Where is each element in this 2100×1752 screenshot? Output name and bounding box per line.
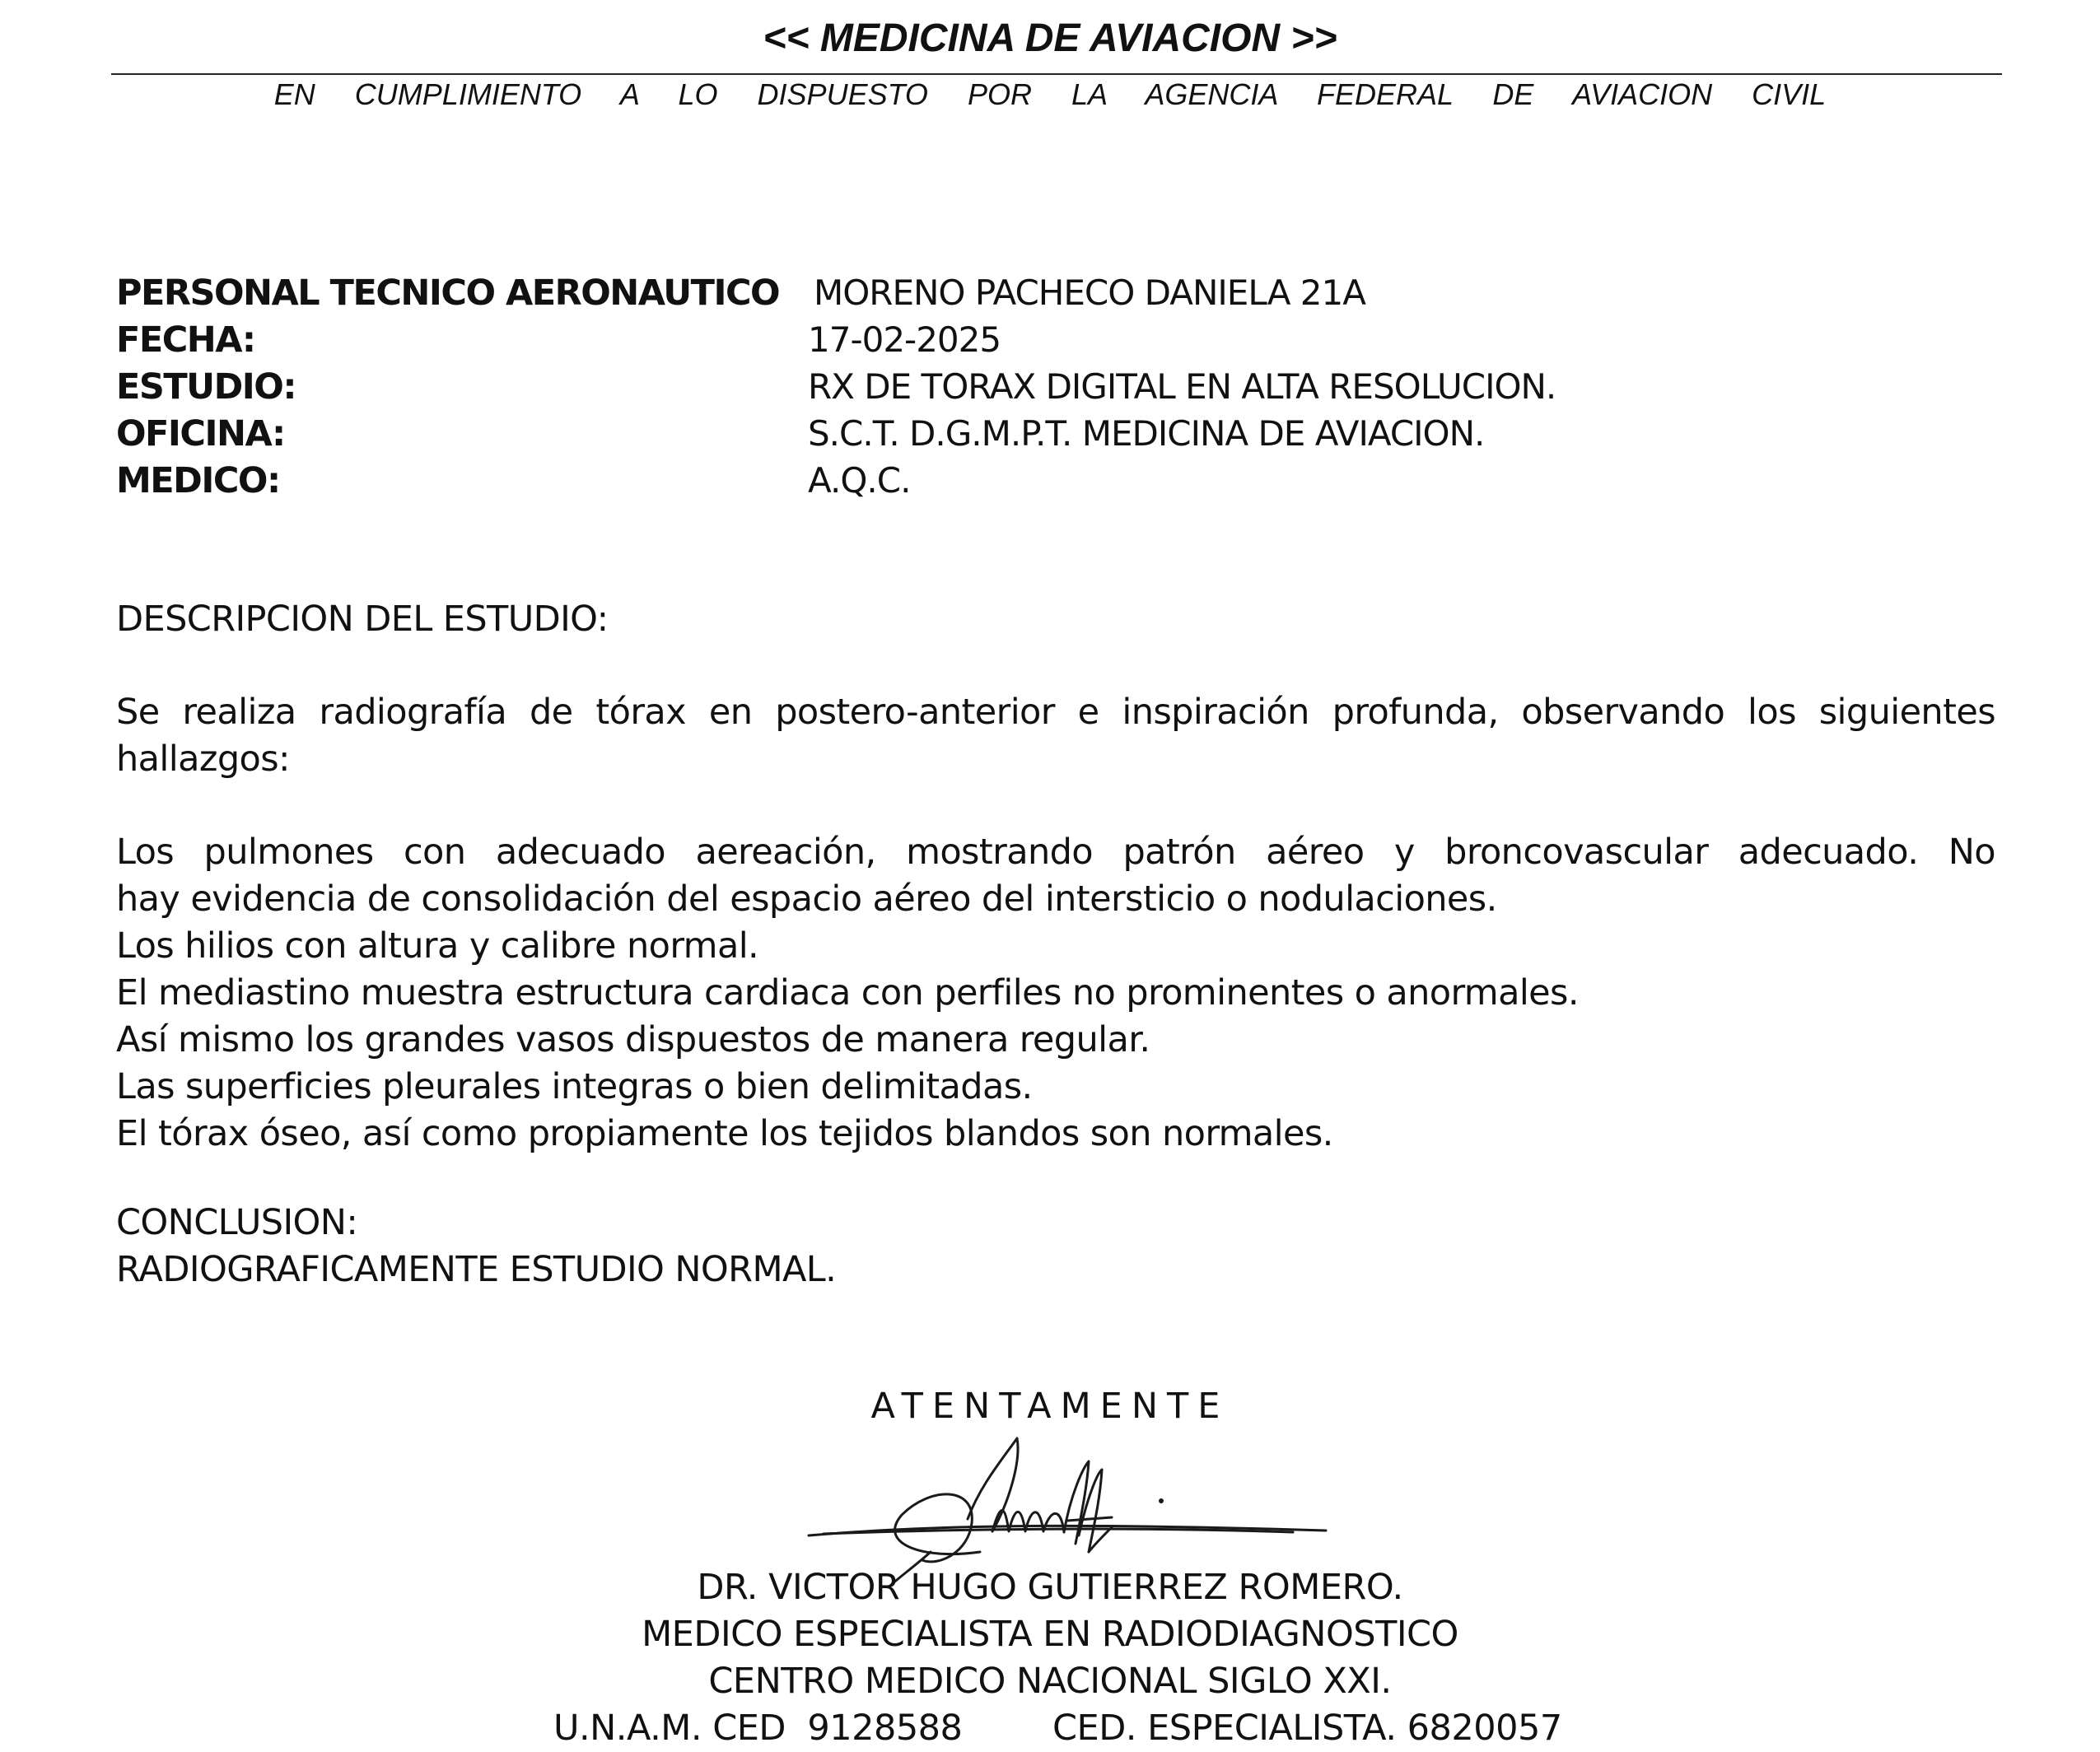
conclusion-heading: CONCLUSION:	[116, 1202, 358, 1243]
document-title: << MEDICINA DE AVIACION >>	[763, 16, 1337, 60]
findings-paragraph	[116, 829, 1995, 1158]
info-row-medico	[116, 457, 2010, 505]
description-heading: DESCRIPCION DEL ESTUDIO:	[116, 599, 609, 640]
conclusion-text: RADIOGRAFICAMENTE ESTUDIO NORMAL.	[116, 1249, 837, 1290]
info-value-fecha: 17-02-2025	[808, 319, 1001, 360]
info-row-fecha	[116, 316, 2010, 364]
info-value-medico: A.Q.C.	[808, 460, 911, 501]
doctor-specialty: MEDICO ESPECIALISTA EN RADIODIAGNOSTICO	[642, 1614, 1458, 1655]
document-subtitle: EN CUMPLIMIENTO A LO DISPUESTO POR LA AGENCIA FEDERAL DE AVIACION CIVIL	[273, 77, 1827, 111]
finding-line: El tórax óseo, así como propiamente los tejidos blandos son normales.	[116, 1113, 1333, 1154]
info-row-estudio	[116, 363, 2010, 411]
info-label-personal: PERSONAL TECNICO AERONAUTICO	[116, 273, 780, 314]
doctor-institution: CENTRO MEDICO NACIONAL SIGLO XXI.	[708, 1661, 1392, 1702]
doctor-name: DR. VICTOR HUGO GUTIERREZ ROMERO.	[697, 1567, 1403, 1608]
intro-line: hallazgos:	[116, 739, 290, 780]
closing-text: ATENTAMENTE	[870, 1386, 1230, 1427]
info-label-oficina: OFICINA:	[116, 413, 285, 454]
info-label-fecha: FECHA:	[116, 319, 255, 361]
info-row-personal	[116, 269, 2010, 317]
finding-line: El mediastino muestra estructura cardiaca con perfiles no prominentes o anormales.	[116, 972, 1579, 1013]
finding-line: Así mismo los grandes vasos dispuestos de manera regular.	[116, 1019, 1150, 1060]
info-row-oficina	[116, 410, 2010, 458]
info-value-personal: MORENO PACHECO DANIELA 21A	[814, 273, 1365, 313]
finding-line: Las superficies pleurales integras o bien delimitadas.	[116, 1066, 1033, 1107]
finding-line: Los pulmones con adecuado aereación, mostrando patrón aéreo y broncovascular adecuado. No	[116, 832, 1995, 873]
info-label-medico: MEDICO:	[116, 460, 280, 501]
info-value-estudio: RX DE TORAX DIGITAL EN ALTA RESOLUCION.	[808, 366, 1556, 407]
intro-line: Se realiza radiografía de tórax en postero-anterior e inspiración profunda, observando los siguientes	[116, 692, 1995, 733]
header-divider	[111, 73, 2002, 75]
finding-line: Los hilios con altura y calibre normal.	[116, 925, 759, 967]
credentials-row	[0, 1705, 2100, 1752]
finding-line: hay evidencia de consolidación del espacio aéreo del intersticio o nodulaciones.	[116, 878, 1497, 920]
description-intro	[116, 689, 1995, 783]
ced-unam: U.N.A.M. CED 9128588	[553, 1708, 963, 1749]
info-label-estudio: ESTUDIO:	[116, 366, 296, 408]
info-value-oficina: S.C.T. D.G.M.P.T. MEDICINA DE AVIACION.	[808, 413, 1485, 454]
ced-especialista: CED. ESPECIALISTA. 6820057	[1052, 1708, 1562, 1749]
